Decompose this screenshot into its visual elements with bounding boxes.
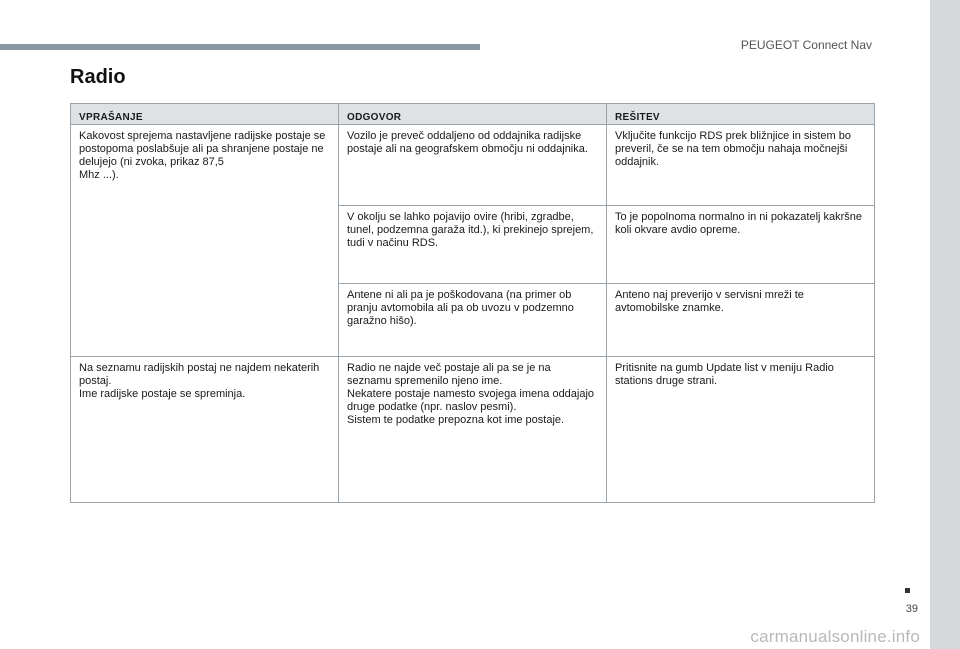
brand-label: PEUGEOT Connect Nav xyxy=(740,38,872,52)
side-strip xyxy=(930,0,960,649)
question-cell xyxy=(71,125,339,357)
answer-cell xyxy=(339,284,607,357)
solution-text: Anteno naj preverijo v servisni mreži te avtomobilske znamke. xyxy=(615,289,804,314)
troubleshooting-table xyxy=(70,103,875,503)
question-text: Na seznamu radijskih postaj ne najdem nekaterih postaj. Ime radijske postaje se spreminja. xyxy=(79,362,320,400)
header-solution: REŠITEV xyxy=(607,104,875,125)
solution-cell xyxy=(607,284,875,357)
watermark: carmanualsonline.info xyxy=(750,627,920,646)
answer-text: V okolju se lahko pojavijo ovire (hribi, zgradbe, tunel, podzemna garaža itd.), ki prekinejo sprejem, tudi v načinu RDS. xyxy=(347,211,594,249)
solution-cell xyxy=(607,357,875,503)
section-title: Radio xyxy=(70,66,126,88)
solution-cell xyxy=(607,125,875,206)
page-marker xyxy=(905,588,910,593)
header-question: VPRAŠANJE xyxy=(71,104,339,125)
answer-cell xyxy=(339,206,607,284)
header-rule xyxy=(0,44,480,50)
question-cell xyxy=(71,357,339,503)
answer-cell xyxy=(339,357,607,503)
page-number: 39 xyxy=(905,603,918,615)
answer-text: Antene ni ali pa je poškodovana (na primer ob pranju avtomobila ali pa ob uvozu v podzemno garažno hišo). xyxy=(347,289,574,327)
solution-text: To je popolnoma normalno in ni pokazatelj kakršne koli okvare avdio opreme. xyxy=(615,211,863,236)
solution-text: Vključite funkcijo RDS prek bližnjice in sistem bo preveril, če se na tem območju nahaja močnejši oddajnik. xyxy=(615,130,851,168)
question-text: Kakovost sprejema nastavljene radijske postaje se postopoma poslabšuje ali pa shranjene postaje ne delujejo (ni zvoka, prikaz 87,5 Mhz ...). xyxy=(79,130,326,181)
solution-cell xyxy=(607,206,875,284)
table-row xyxy=(71,357,875,503)
answer-text: Vozilo je preveč oddaljeno od oddajnika radijske postaje ali na geografskem območju ni oddajnika. xyxy=(347,130,588,155)
answer-cell xyxy=(339,125,607,206)
header-answer: ODGOVOR xyxy=(339,104,607,125)
answer-text: Radio ne najde več postaje ali pa se je na seznamu spremenilo njeno ime. Nekatere postaje namesto svojega imena oddajajo druge podatke (npr. naslov pesmi). Sistem te podatke prepozna kot ime postaje. xyxy=(347,362,595,426)
table-header-row xyxy=(71,104,875,125)
solution-text: Pritisnite na gumb Update list v meniju Radio stations druge strani. xyxy=(615,362,834,387)
table-row xyxy=(71,125,875,206)
